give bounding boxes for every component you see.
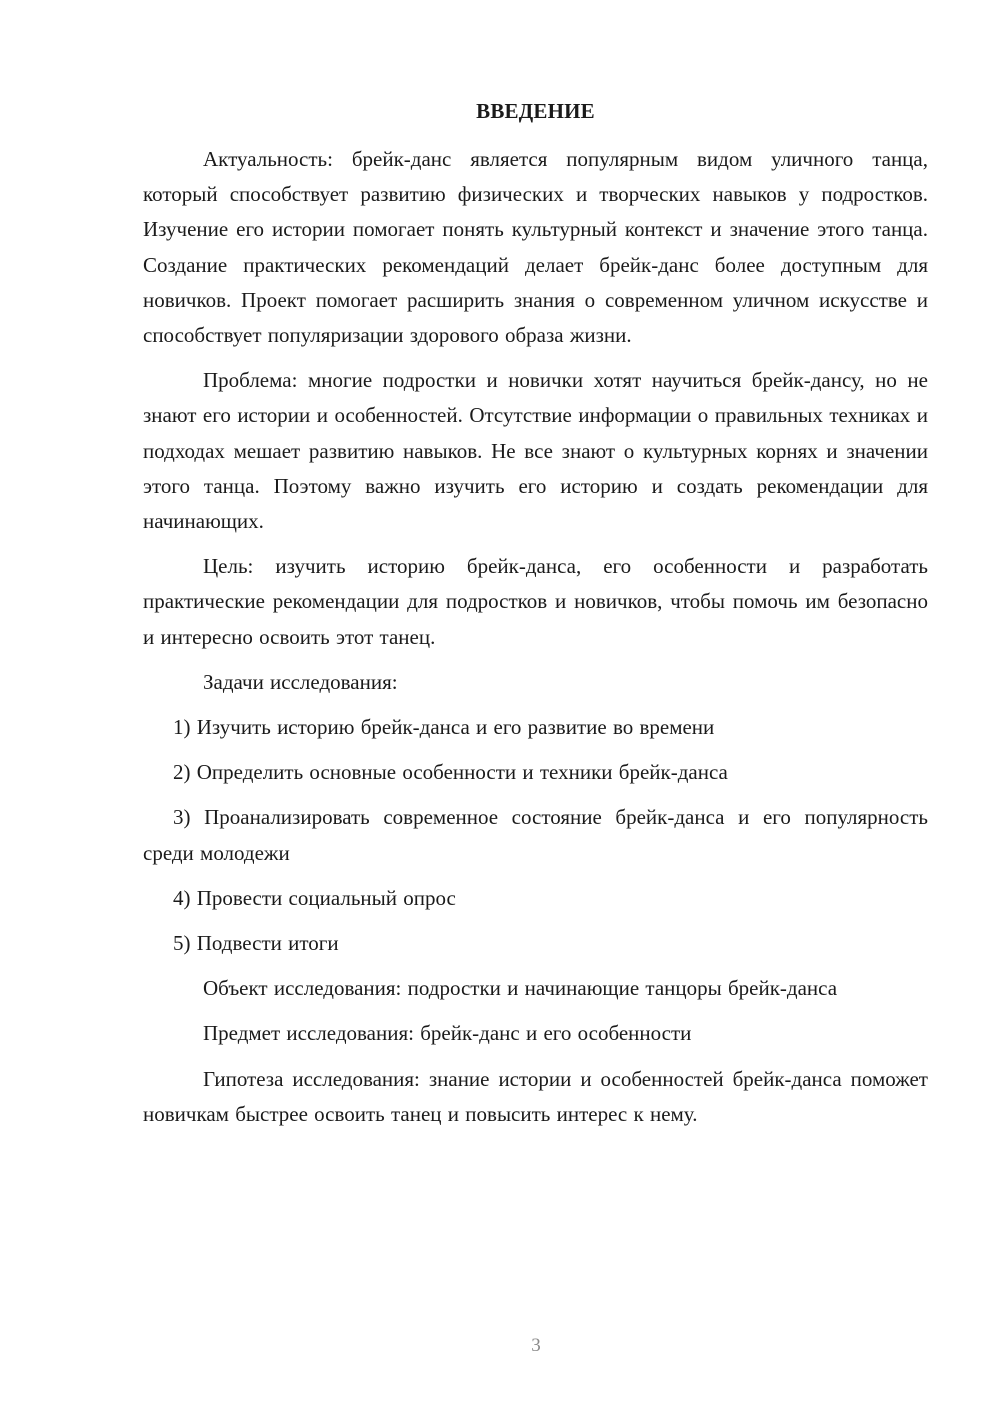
task-item-3: 3) Проанализировать современное состояние брейк-данса и его популярность среди молодежи xyxy=(143,805,928,865)
document-body xyxy=(143,142,928,1142)
task-item-4: 4) Провести социальный опрос xyxy=(173,885,456,910)
page-number: 3 xyxy=(531,1335,541,1356)
page-title: ВВЕДЕНИЕ xyxy=(476,99,595,123)
paragraph-hypothesis: Гипотеза исследования: знание истории и особенностей брейк-данса поможет новичкам быстрее освоить танец и повысить интерес к нему. xyxy=(143,1066,928,1126)
paragraph-object: Объект исследования: подростки и начинающие танцоры брейк-данса xyxy=(203,976,838,1001)
paragraph-relevance: Актуальность: брейк-данс является популярным видом уличного танца, который способствует развитию физических и творческих навыков у подростков. Изучение его истории помогает понять культурный контекст и значение этого танца. Создание практических рекомендаций делает брейк-данс более доступным для новичков. Проект помогает расширить знания о современном уличном искусстве и способствует популяризации здорового образа жизни. xyxy=(143,147,928,348)
task-item-2: 2) Определить основные особенности и техники брейк-данса xyxy=(173,760,728,785)
task-item-1: 1) Изучить историю брейк-данса и его развитие во времени xyxy=(173,715,715,740)
paragraph-goal: Цель: изучить историю брейк-данса, его особенности и разработать практические рекомендации для подростков и новичков, чтобы помочь им безопасно и интересно освоить этот танец. xyxy=(143,554,928,649)
task-item-5: 5) Подвести итоги xyxy=(173,931,339,956)
paragraph-problem: Проблема: многие подростки и новички хотят научиться брейк-дансу, но не знают его истории и особенностей. Отсутствие информации о правильных техниках и подходах мешает развитию навыков. Не все знают о культурных корнях и значении этого танца. Поэтому важно изучить его историю и создать рекомендации для начинающих. xyxy=(143,368,928,534)
paragraph-tasks-heading: Задачи исследования: xyxy=(203,669,398,694)
paragraph-subject: Предмет исследования: брейк-данс и его особенности xyxy=(203,1021,692,1046)
